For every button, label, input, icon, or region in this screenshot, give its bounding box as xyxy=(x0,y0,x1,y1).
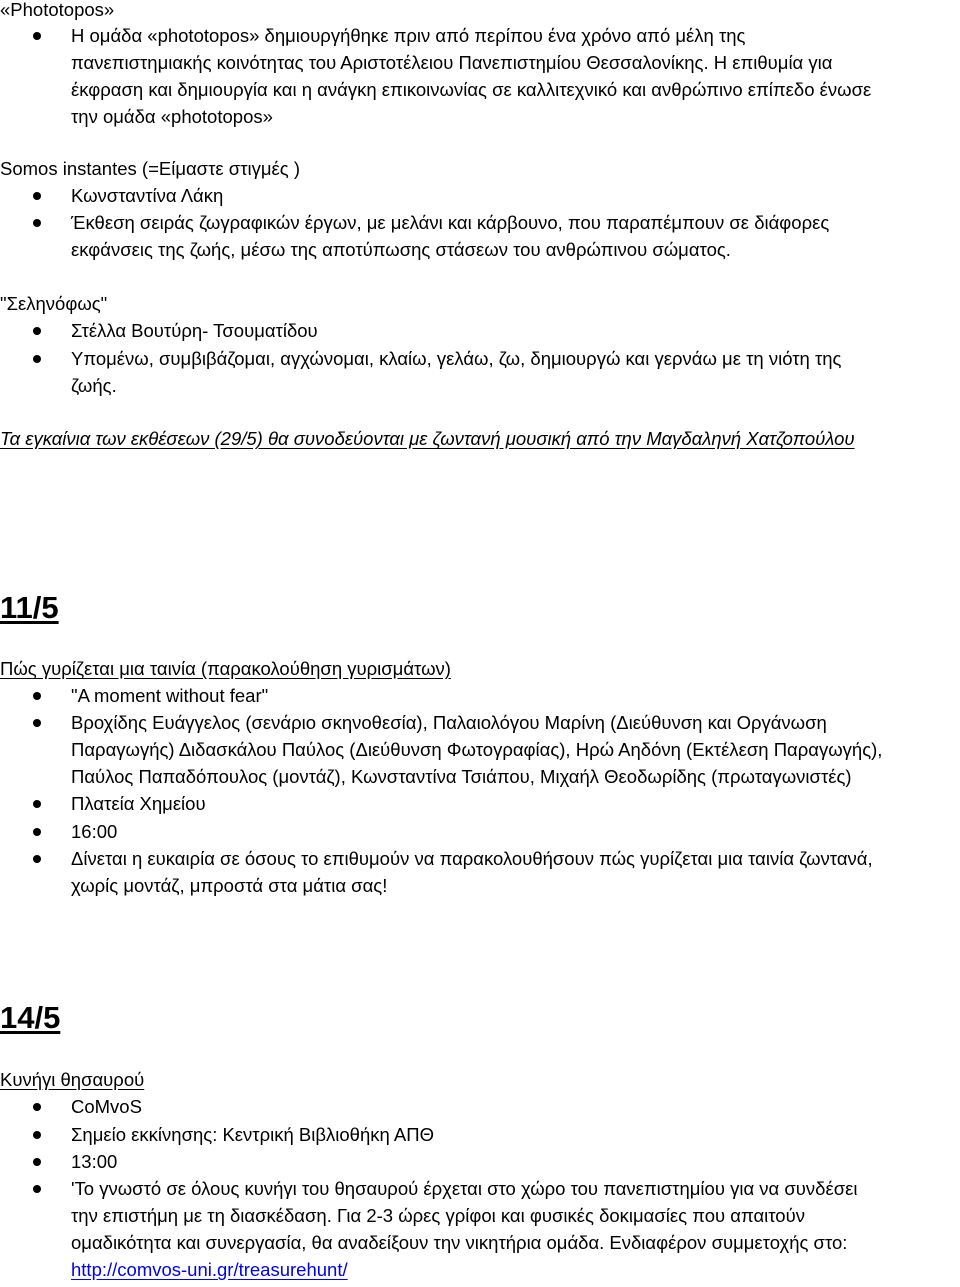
bullet xyxy=(33,1185,41,1193)
starting-point: Σημείο εκκίνησης: Κεντρική Βιβλιοθήκη ΑΠΘ xyxy=(71,1124,434,1145)
bullet xyxy=(33,1158,41,1166)
artist-name: Κωνσταντίνα Λάκη xyxy=(71,185,224,206)
event-location: Πλατεία Χημείου xyxy=(71,793,206,814)
section-heading-selinofos: "Σεληνόφως" xyxy=(0,293,108,314)
paragraph-line: την επιστήμη με τη διασκέδαση. Για 2-3 ώρες γρίφοι και φυσικές δοκιμασίες που απαιτούν xyxy=(71,1205,805,1226)
date-heading-14-5: 14/5 xyxy=(0,1000,61,1035)
paragraph-line: εκφάνσεις της ζωής, μέσω της αποτύπωσης στάσεων του ανθρώπινου σώματος. xyxy=(71,239,731,260)
paragraph-line: Υπομένω, συμβιβάζομαι, αγχώνομαι, κλαίω, γελάω, ζω, δημιουργώ και γερνάω με τη νιότη της xyxy=(71,348,842,369)
bullet xyxy=(33,327,41,335)
artist-name: Στέλλα Βουτύρη- Τσουματίδου xyxy=(71,320,318,341)
paragraph-line: Δίνεται η ευκαιρία σε όσους το επιθυμούν να παρακολουθήσουν πώς γυρίζεται μια ταινία ζωντανά, xyxy=(71,848,873,869)
paragraph-line: πανεπιστημιακής κοινότητας του Αριστοτέλειου Πανεπιστημίου Θεσσαλονίκης. Η επιθυμία για xyxy=(71,52,833,73)
opening-note: Τα εγκαίνια των εκθέσεων (29/5) θα συνοδεύονται με ζωντανή μουσική από την Μαγδαληνή Χατζοπούλου xyxy=(0,428,855,449)
treasure-hunt-link[interactable]: http://comvos-uni.gr/treasurehunt/ xyxy=(71,1259,348,1280)
bullet xyxy=(33,692,41,700)
paragraph-line: Έκθεση σειράς ζωγραφικών έργων, με μελάνι και κάρβουνο, που παραπέμπουν σε διάφορες xyxy=(71,212,830,233)
bullet xyxy=(33,828,41,836)
event-time: 13:00 xyxy=(71,1151,118,1172)
bullet xyxy=(33,32,41,40)
paragraph-line: Βροχίδης Ευάγγελος (σενάριο σκηνοθεσία), Παλαιολόγου Μαρίνη (Διεύθυνση και Οργάνωση xyxy=(71,712,827,733)
organizer: CoMvoS xyxy=(71,1096,142,1117)
section-heading-somos-instantes: Somos instantes (=Είμαστε στιγμές ) xyxy=(0,158,300,179)
paragraph-line: την ομάδα «phototopos» xyxy=(71,106,273,127)
date-heading-11-5: 11/5 xyxy=(0,590,59,625)
paragraph-line: ζωής. xyxy=(71,375,117,396)
bullet xyxy=(33,855,41,863)
event-title-treasure-hunt: Κυνήγι θησαυρού xyxy=(0,1069,145,1090)
bullet xyxy=(33,719,41,727)
film-title: "A moment without fear" xyxy=(71,685,269,706)
bullet xyxy=(33,1103,41,1111)
bullet xyxy=(33,355,41,363)
paragraph-line: χωρίς μοντάζ, μπροστά στα μάτια σας! xyxy=(71,875,388,896)
paragraph-line: Η ομάδα «phototopos» δημιουργήθηκε πριν από περίπου ένα χρόνο από μέλη της xyxy=(71,25,746,46)
bullet xyxy=(33,192,41,200)
event-title-film: Πώς γυρίζεται μια ταινία (παρακολούθηση γυρισμάτων) xyxy=(0,658,451,679)
event-time: 16:00 xyxy=(71,821,118,842)
paragraph-line: 'Το γνωστό σε όλους κυνήγι του θησαυρού έρχεται στο χώρο του πανεπιστημίου για να συνδέσει xyxy=(71,1178,858,1199)
paragraph-line: Παύλος Παπαδόπουλος (μοντάζ), Κωνσταντίνα Τσιάπου, Μιχαήλ Θεοδωρίδης (πρωταγωνιστές) xyxy=(71,766,852,787)
section-heading-phototopos: «Phototopos» xyxy=(0,0,115,20)
bullet xyxy=(33,219,41,227)
bullet xyxy=(33,1131,41,1139)
paragraph-line: Παραγωγής) Διδασκάλου Παύλος (Διεύθυνση Φωτογραφίας), Ηρώ Αηδόνη (Εκτέλεση Παραγωγής), xyxy=(71,739,883,760)
paragraph-line: έκφραση και δημιουργία και η ανάγκη επικοινωνίας σε καλλιτεχνικό και ανθρώπινο επίπεδο ένωσε xyxy=(71,79,872,100)
paragraph-line: ομαδικότητα και συνεργασία, θα αναδείξουν την νικητήρια ομάδα. Ενδιαφέρον συμμετοχής στο: xyxy=(71,1232,848,1253)
bullet xyxy=(33,800,41,808)
